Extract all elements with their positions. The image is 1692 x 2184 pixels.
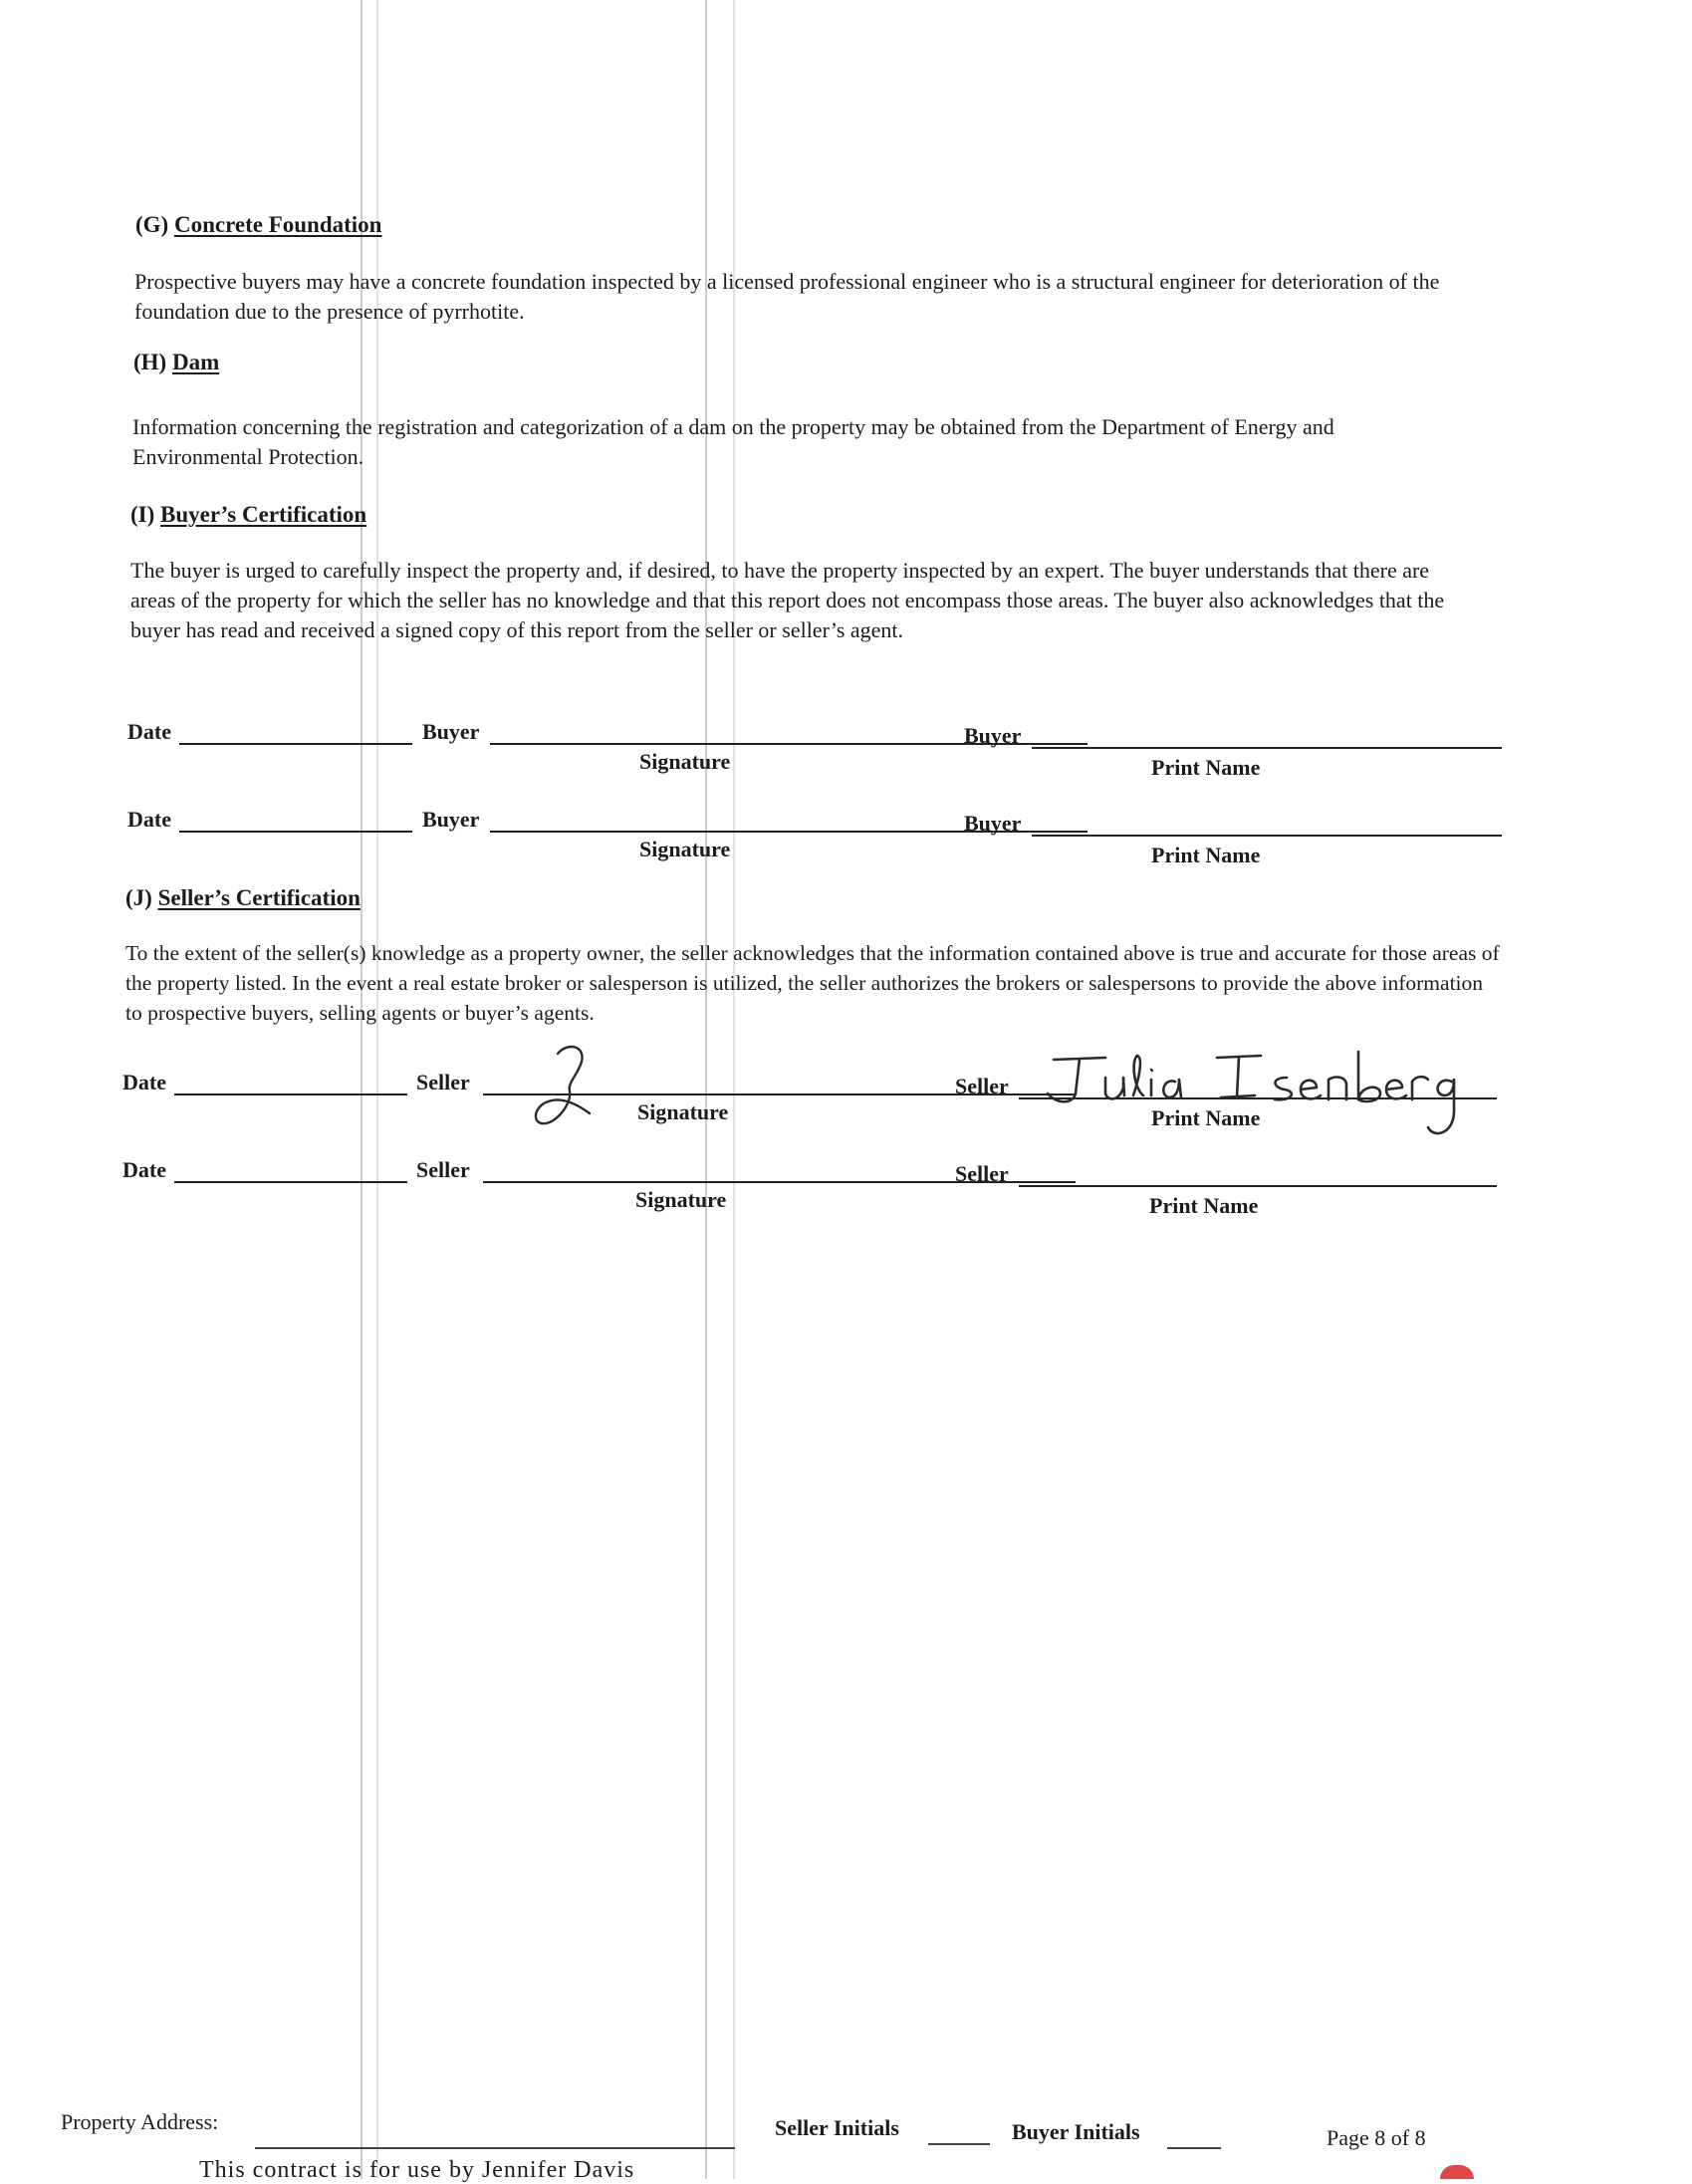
date-label: Date bbox=[127, 719, 171, 744]
seller-label: Seller bbox=[955, 1074, 1009, 1098]
section-title: Concrete Foundation bbox=[173, 212, 382, 237]
date-line[interactable] bbox=[179, 831, 412, 833]
signature-caption: Signature bbox=[635, 1187, 727, 1212]
print-name-caption: Print Name bbox=[1151, 1105, 1261, 1130]
date-label: Date bbox=[122, 1070, 166, 1094]
section-title: Seller’s Certification bbox=[157, 885, 361, 910]
section-title: Dam bbox=[171, 350, 220, 374]
buyer-print-name-line[interactable] bbox=[1032, 747, 1502, 749]
handwritten-signature bbox=[528, 1040, 607, 1139]
signature-caption: Signature bbox=[639, 749, 731, 774]
date-line[interactable] bbox=[179, 743, 412, 745]
signature-caption: Signature bbox=[639, 837, 731, 861]
date-line[interactable] bbox=[174, 1181, 407, 1183]
buyer-label: Buyer bbox=[964, 811, 1022, 836]
print-name-caption: Print Name bbox=[1151, 843, 1261, 867]
section-title: Buyer’s Certification bbox=[160, 502, 367, 527]
buyer-initials-label: Buyer Initials bbox=[1012, 2119, 1140, 2144]
buyer-initials bbox=[1012, 2119, 1140, 2145]
section-j-heading bbox=[125, 885, 361, 911]
buyer-label: Buyer bbox=[964, 723, 1022, 748]
section-j-body: To the extent of the seller(s) knowledge as a property owner, the seller acknowledges that the information contained above is true and accurate for those areas of the property listed. In the event a real estate broker or salesperson is utilized, the seller authorizes the brokers or salespersons to provide the above information to prospective buyers, selling agents or buyer’s agents. bbox=[125, 941, 1500, 1025]
buyer-signature-row-2 bbox=[127, 797, 1502, 837]
section-letter: (J) bbox=[125, 885, 152, 910]
seller-label: Seller bbox=[416, 1157, 470, 1182]
seller-initials bbox=[775, 2115, 899, 2141]
section-h-body: Information concerning the registration and categorization of a dam on the property may be obtained from the Department of Energy and Environmental Protection. bbox=[132, 414, 1334, 469]
print-name-caption: Print Name bbox=[1149, 1193, 1259, 1218]
property-address-line[interactable] bbox=[255, 2147, 735, 2149]
contract-note: This contract is for use by Jennifer Davis bbox=[199, 2157, 635, 2183]
section-g-body: Prospective buyers may have a concrete foundation inspected by a licensed professional engineer who is a structural engineer for deterioration of the foundation due to the presence of pyrrhotite. bbox=[134, 269, 1440, 324]
property-address-label: Property Address: bbox=[61, 2109, 219, 2134]
date-line[interactable] bbox=[174, 1093, 407, 1095]
buyer-label: Buyer bbox=[422, 719, 480, 744]
date-label: Date bbox=[127, 807, 171, 832]
stamp-mark bbox=[1440, 2165, 1474, 2179]
buyer-label: Buyer bbox=[422, 807, 480, 832]
page-number: Page 8 of 8 bbox=[1327, 2125, 1426, 2150]
seller-label: Seller bbox=[955, 1161, 1009, 1186]
section-i-heading bbox=[130, 502, 366, 528]
seller-initials-line[interactable] bbox=[928, 2143, 990, 2145]
seller-signature-row-2 bbox=[122, 1147, 1497, 1187]
seller-label: Seller bbox=[416, 1070, 470, 1094]
section-h-heading bbox=[133, 350, 219, 375]
seller-print-name-line[interactable] bbox=[1019, 1185, 1497, 1187]
signature-caption: Signature bbox=[637, 1099, 729, 1124]
buyer-signature-row-1 bbox=[127, 709, 1502, 749]
date-label: Date bbox=[122, 1157, 166, 1182]
section-letter: (I) bbox=[130, 502, 155, 527]
seller-initials-label: Seller Initials bbox=[775, 2115, 899, 2140]
section-i-body: The buyer is urged to carefully inspect the property and, if desired, to have the property inspected by an expert. The buyer understands that there are areas of the property for which the seller has no knowledge and that this report does not encompass those areas. The buyer also acknowledges that the buyer has read and received a signed copy of this report from the seller or seller’s agent. bbox=[130, 558, 1445, 642]
buyer-initials-line[interactable] bbox=[1167, 2147, 1221, 2149]
section-g-heading bbox=[135, 212, 381, 238]
handwritten-print-name bbox=[1036, 1048, 1464, 1147]
print-name-caption: Print Name bbox=[1151, 755, 1261, 780]
section-letter: (G) bbox=[135, 212, 169, 237]
section-letter: (H) bbox=[133, 350, 167, 374]
buyer-print-name-line[interactable] bbox=[1032, 835, 1502, 837]
